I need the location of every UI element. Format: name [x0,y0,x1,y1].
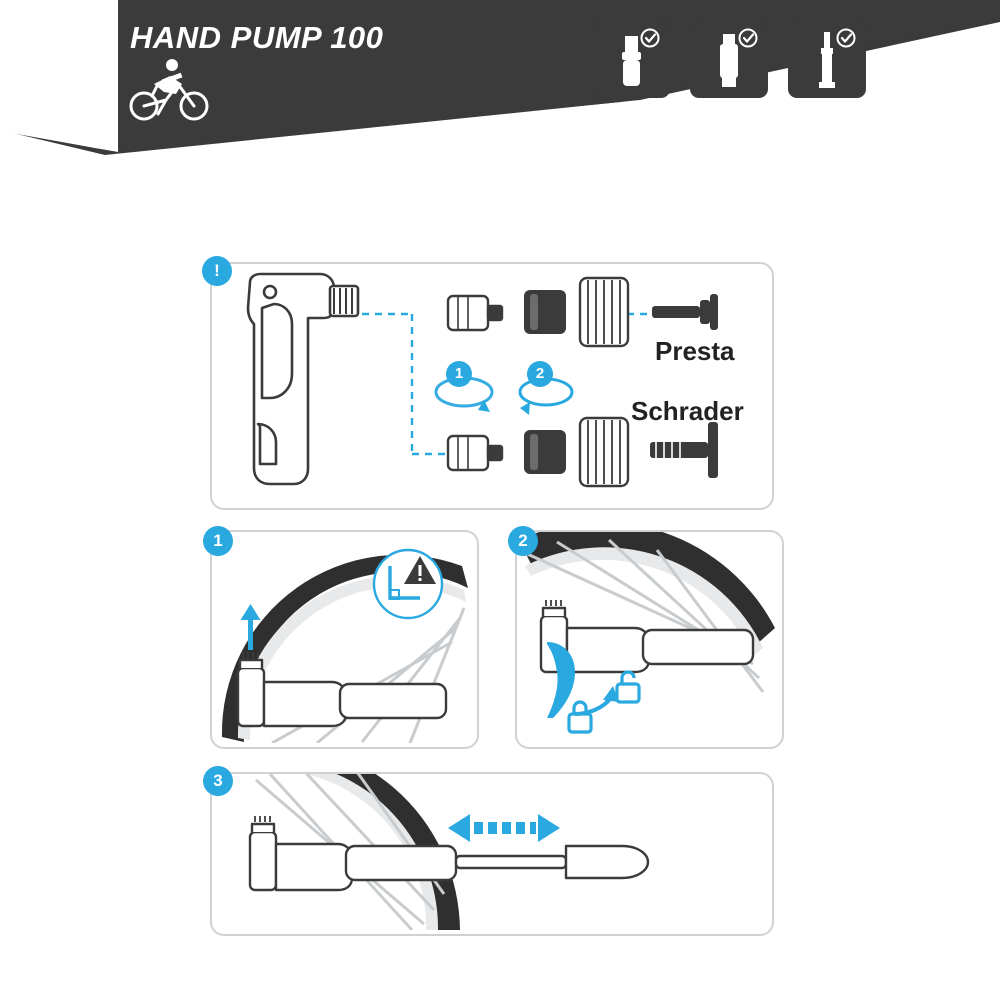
valve-chip-schrader [690,22,774,132]
valve-label: Dunlop [606,104,656,120]
schrader-valve-icon [690,22,768,98]
label-presta: Presta [655,336,735,366]
cyclist-icon [128,56,212,122]
rubber-seal-icon-lower [524,430,566,474]
schrader-valve-icon-large [650,422,718,478]
valve-label: Schrader [698,104,760,120]
step-2-badge: 2 [508,526,538,556]
warning-badge: ! [202,256,232,286]
page-title: HAND PUMP 100 [130,20,384,55]
lock-closed-icon [569,702,591,732]
presta-valve-icon [788,22,866,98]
valve-adapter-icon-reversed [448,436,502,470]
knurled-cap-icon-lower [580,418,628,486]
step-1-badge: 1 [203,526,233,556]
rubber-seal-icon [524,290,566,334]
knurled-cap-icon [580,278,628,346]
double-headed-arrow-icon [448,814,560,842]
rotate-marker-2: 2 [527,361,553,387]
rotate-marker-1: 1 [446,361,472,387]
curved-arrow-icon [575,698,611,714]
hand-pump-icon [248,274,358,484]
head-assembly-diagram [212,264,772,508]
label-schrader: Schrader [631,396,744,426]
step-3-diagram [212,774,768,930]
valve-chip-presta [788,22,872,132]
step-3-badge: 3 [203,766,233,796]
valve-label: Presta [805,104,849,120]
valve-adapter-icon [448,296,502,330]
step-1-diagram [212,532,473,743]
presta-valve-icon-large [652,294,718,330]
lock-open-icon [617,672,639,702]
right-angle-warning-icon [374,550,442,618]
step-2-diagram [517,532,778,743]
valve-chip-dunlop [592,22,676,132]
dunlop-valve-icon [592,22,670,98]
